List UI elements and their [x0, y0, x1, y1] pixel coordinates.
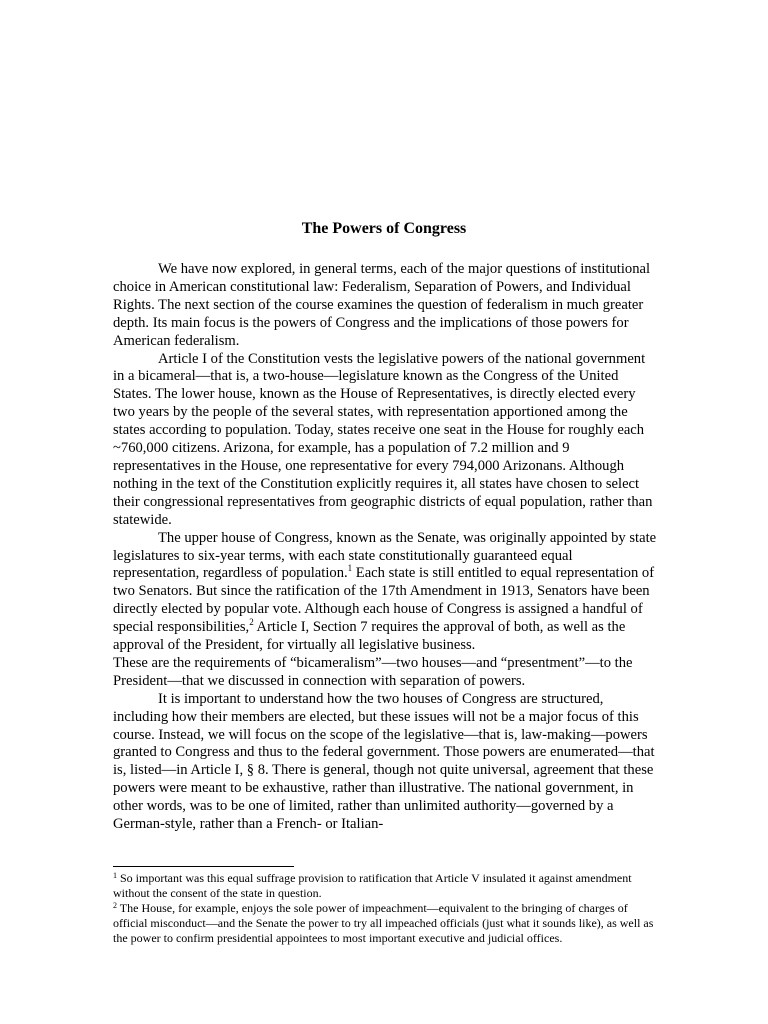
footnote-separator — [113, 866, 294, 867]
paragraph-1: We have now explored, in general terms, each of the major questions of institutional choice in American constitutional law: Federalism, Separation of Powers, and Individual Rights. The next section of the course examines the question of federalism in much greater depth. Its main focus is the powers of Congress and the implications of those powers for American federalism. — [113, 261, 651, 349]
paragraph-2: Article I of the Constitution vests the legislative powers of the national government in a bicameral—that is, a two-house—legislature known as the Congress of the United States. The lower house, known as the House of Representatives, is directly elected every two years by the people of the several states, with representation apportioned among the states according to population. Today, states receive one seat in the House for roughly each ~760,000 citizens. Arizona, for example, has a population of 7.2 million and 9 representatives in the House, one representative for every 794,000 Arizonans. Although nothing in the text of the Constitution explicitly requires it, all states have chosen to select their congressional representatives from geographic districts of equal population, rather than statewide. — [113, 350, 653, 528]
paragraph-3-part-b: Each state is still entitled to equal representation of two Senators. But since the ratification of the 17th Amendment in 1913, Senators have been directly elected by popular vote. Although each house of Congress is assigned a handful of special responsibilities, — [113, 565, 655, 636]
page-title: The Powers of Congress — [301, 220, 467, 237]
footnote-text-2: The House, for example, enjoys the sole power of impeachment—equivalent to the bringing of charges of official misconduct—and the Senate the power to try all impeached officials (just what it sounds like), as well as the power to confirm presidential appointees to most important executive and judicial offices. — [113, 901, 654, 945]
footnotes — [113, 871, 658, 946]
paragraph-3 — [113, 530, 658, 655]
footnote-number-1: 1 — [113, 871, 117, 880]
body-text — [113, 261, 658, 834]
footnote-ref-2: 2 — [249, 617, 254, 628]
footnote-1 — [113, 871, 658, 901]
footnote-text-1: So important was this equal suffrage provision to ratification that Article V insulated it against amendment without the consent of the state in question. — [113, 871, 632, 900]
paragraph-5: It is important to understand how the two houses of Congress are structured, including how their members are elected, but these issues will not be a major focus of this course. Instead, we will focus on the scope of the legislative—that is, law-making—powers granted to Congress and thus to the federal government. Those powers are enumerated—that is, listed—in Article I, § 8. There is general, though not quite universal, agreement that these powers were meant to be exhaustive, rather than illustrative. The national government, in other words, was to be one of limited, rather than unlimited authority—governed by a German-style, rather than a French- or Italian- — [113, 690, 655, 833]
paragraph-3-part-c: Article I, Section 7 requires the approval of both, as well as the approval of the President, for virtually all legislative business. — [113, 619, 626, 654]
footnote-number-2: 2 — [113, 901, 117, 910]
footnote-ref-1: 1 — [347, 563, 353, 574]
paragraph-4: These are the requirements of “bicameralism”—two houses—and “presentment”—to the President—that we discussed in connection with separation of powers. — [113, 654, 633, 689]
footnote-2 — [113, 901, 658, 946]
paragraph-3-part-a: The upper house of Congress, known as the Senate, was originally appointed by state legislatures to six-year terms, with each state constitutionally guaranteed equal representation, regardless of population. — [113, 529, 657, 582]
